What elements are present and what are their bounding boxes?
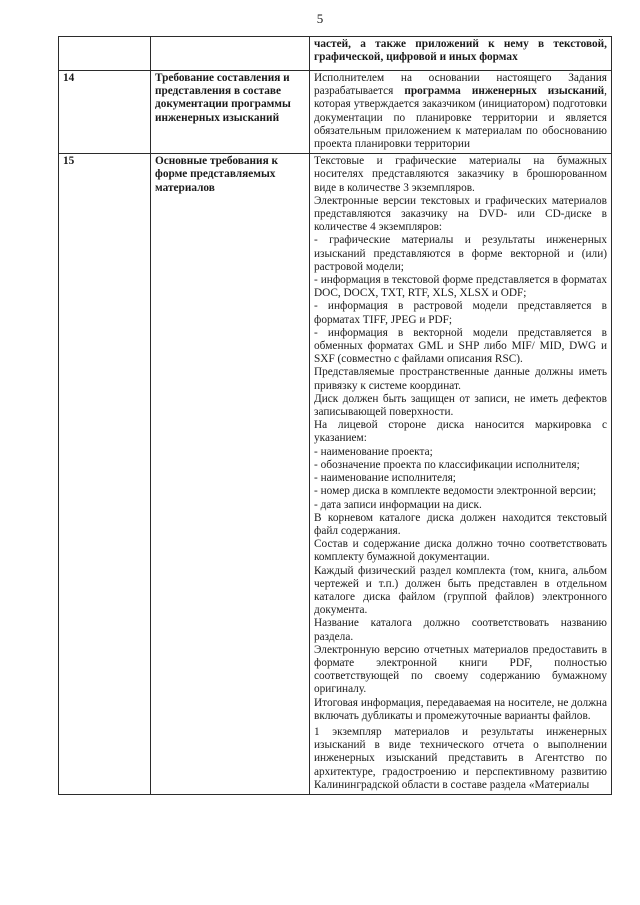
row-title-cell <box>151 37 310 71</box>
row-number-cell: 14 <box>59 71 151 154</box>
table-row-15 <box>59 154 612 795</box>
row-body-cell <box>310 154 612 795</box>
row-number-cell <box>59 37 151 71</box>
body-paragraph: - информация в векторной модели представляется в обменных форматах GML и SHP либо MIF/ MID, DWG и SXF (совместно с файлами описания RSC). <box>314 326 607 366</box>
row-number-cell: 15 <box>59 154 151 795</box>
body-intro-text: Исполнителем на основании настоящего Задания разрабатывается <box>314 72 607 98</box>
body-paragraph: Представляемые пространственные данные должны иметь привязку к системе координат. <box>314 366 607 392</box>
requirements-table <box>58 36 612 795</box>
row-body-cell <box>310 37 612 71</box>
body-paragraph: - информация в текстовой форме представляется в форматах DOC, DOCX, TXT, RTF, XLS, XLSX и ODF; <box>314 274 607 300</box>
body-paragraph: - наименование проекта; <box>314 445 433 458</box>
row-title-cell: Требование составления и представления в составе документации программы инженерных изысканий <box>151 71 310 154</box>
row-body-cell <box>310 71 612 154</box>
table-row-14 <box>59 71 612 154</box>
table-row-continued <box>59 37 612 71</box>
body-rest-text: , которая утверждается заказчиком (инициатором) подготовки документации по планировке территории и является обязательным приложением к материалам по обоснованию проекта планировки территории <box>314 85 607 151</box>
page-number: 5 <box>316 11 324 26</box>
body-paragraph <box>314 72 607 151</box>
body-paragraph: - информация в растровой модели представляется в форматах TIFF, JPEG и PDF; <box>314 300 607 326</box>
row-title-cell: Основные требования к форме представляемых материалов <box>151 154 310 795</box>
body-paragraph: - наименование исполнителя; <box>314 472 456 485</box>
body-paragraph: Состав и содержание диска должно точно соответствовать комплекту бумажной документации. <box>314 538 607 564</box>
body-paragraph: Каждый физический раздел комплекта (том, книга, альбом чертежей и т.п.) должен быть представлен в отдельном каталоге диска файлом (группой файлов) электронного документа. <box>314 564 607 617</box>
body-paragraph: На лицевой стороне диска наносится маркировка с указанием: <box>314 419 607 445</box>
body-paragraph: Электронную версию отчетных материалов предоставить в формате электронной книги PDF, полностью соответствующей по своему содержанию бумажному оригиналу. <box>314 643 607 696</box>
body-paragraph: - обозначение проекта по классификации исполнителя; <box>314 458 580 471</box>
body-paragraph: В корневом каталоге диска должен находится текстовый файл содержания. <box>314 511 607 537</box>
body-paragraph: - дата записи информации на диск. <box>314 498 482 511</box>
body-paragraph: - номер диска в комплекте ведомости электронной версии; <box>314 485 597 498</box>
body-paragraph: Электронные версии текстовых и графических материалов представляются заказчику на DVD- или CD-диске в количестве 4 экземпляров: <box>314 194 607 234</box>
body-paragraph: Итоговая информация, передаваемая на носителе, не должна включать дубликаты и промежуточные варианты файлов. <box>314 696 607 722</box>
body-paragraph: Текстовые и графические материалы на бумажных носителях представляются заказчику в брошюрованном виде в количестве 3 экземпляров. <box>314 155 607 194</box>
body-paragraph: - графические материалы и результаты инженерных изысканий представляются в форме векторной и (или) растровой модели; <box>314 234 607 273</box>
body-emphasis-text: программа инженерных изысканий <box>404 85 605 98</box>
body-paragraph: Диск должен быть защищен от записи, не иметь дефектов записывающей поверхности. <box>314 392 607 419</box>
body-paragraph: частей, а также приложений к нему в текстовой, графической, цифровой и иных формах <box>314 38 607 64</box>
body-paragraph: Название каталога должно соответствовать названию раздела. <box>314 617 607 643</box>
body-paragraph: 1 экземпляр материалов и результаты инженерных изысканий в виде технического отчета о выполнении инженерных изысканий представить в Агентство по архитектуре, градостроению и перспективному развитию Калининградской области в составе раздела «Материалы <box>314 725 607 791</box>
